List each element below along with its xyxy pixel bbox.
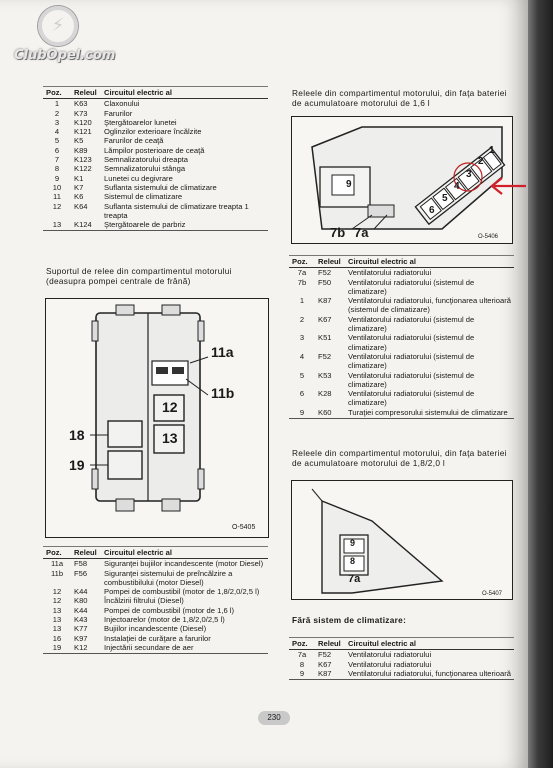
position-cell: 13 — [52, 605, 62, 615]
relay-table-2: Poz. Releul Circuitul electric al 11a F58 Siguranţei bujiilor incandescente (motor Diesel) 11b F56 Siguranţei sistemului de preîncălzire a combustibilului (motor Diesel) 12 K44 Pompei de combustibil (motor de 1,8/2,0/2,5 l) 12 K80 Încălzirii filtrului (Diesel) 13 K44 Pompei de combustibil (motor de 1,6 l) 13 K43 Injectoarelor (motor de 1,8/2,0/2,5 l) 13 K77 Bujiilor incandescente (Diesel) 16 K97 Instalaţiei de curăţare a farurilor 19 K12 Injectării secundare de aer — [43, 546, 268, 654]
relay-cell: K6 — [74, 192, 84, 202]
relay-cell: K60 — [315, 408, 345, 419]
relay-cell: K122 — [74, 164, 92, 174]
relay-cell: K43 — [74, 615, 88, 625]
figure-code: O-5407 — [482, 591, 503, 597]
label-4: 4 — [454, 181, 460, 192]
relay-cell: K73 — [74, 108, 88, 118]
page-number: 230 — [258, 711, 290, 725]
position-cell: 1 — [299, 296, 305, 306]
relay-cell: K87 — [318, 296, 332, 306]
position-cell: 7 — [54, 155, 60, 165]
position-cell: 9 — [289, 408, 315, 419]
label-5: 5 — [442, 193, 448, 204]
table-row — [43, 164, 268, 173]
position-cell: 12 — [52, 201, 62, 211]
club-opel-logo: ⚡ ClubOpel.com — [8, 6, 108, 68]
position-cell: 5 — [299, 370, 305, 380]
table-row — [289, 371, 514, 390]
relay-cell: K77 — [74, 624, 88, 634]
table-row — [289, 296, 514, 315]
circuit-cell: Suflanta sistemului de climatizare — [104, 182, 217, 192]
position-cell: 13 — [52, 615, 62, 625]
circuit-cell: Injectării secundare de aer — [101, 643, 268, 654]
position-cell: 8 — [54, 164, 60, 174]
relay-cell: K87 — [315, 669, 345, 680]
table-row — [43, 220, 268, 231]
position-cell: 9 — [289, 669, 315, 680]
label-11b: 11b — [211, 385, 235, 401]
table-row — [43, 569, 268, 588]
position-cell: 4 — [299, 351, 305, 361]
figure-code: O-5406 — [478, 234, 499, 240]
circuit-cell: Lunetei cu degivrare — [104, 173, 173, 183]
label-7a: 7a — [354, 225, 369, 240]
figure-relays-1820l — [291, 480, 513, 600]
table-row — [43, 615, 268, 624]
relay-cell: K97 — [74, 633, 88, 643]
relay-cell: K67 — [318, 314, 332, 324]
circuit-cell: Pompei de combustibil (motor de 1,8/2,0/2,5 l) — [104, 587, 260, 597]
table-row — [289, 408, 514, 419]
table-row — [289, 650, 514, 660]
circuit-cell: Farurilor de ceaţă — [104, 136, 164, 146]
relay-cell: K12 — [71, 643, 101, 654]
relay-cell: K51 — [318, 333, 332, 343]
circuit-cell: Injectoarelor (motor de 1,8/2,0/2,5 l) — [104, 615, 225, 625]
circuit-cell: Semnalizatorului stânga — [104, 164, 186, 174]
table-row — [43, 596, 268, 605]
circuit-cell: Siguranţei sistemului de preîncălzire a combustibilului (motor Diesel) — [104, 568, 233, 587]
table-row — [43, 127, 268, 136]
circuit-cell: Sistemul de climatizare — [104, 192, 183, 202]
position-cell: 13 — [52, 624, 62, 634]
relay-cell: K64 — [74, 201, 88, 211]
circuit-cell: Ventilatorului radiatorului — [348, 268, 432, 278]
figure-code: O-5405 — [232, 524, 256, 531]
label-9: 9 — [350, 538, 356, 548]
table-row — [43, 136, 268, 145]
relay-cell: F58 — [74, 559, 88, 569]
position-cell: 8 — [299, 659, 305, 669]
logo-text: ClubOpel.com — [14, 48, 116, 63]
position-cell: 12 — [52, 587, 62, 597]
circuit-cell: Ventilatorului radiatorului (sistemul de climatizare) — [348, 389, 475, 408]
red-arrow-annotation — [488, 175, 528, 197]
relay-cell: K5 — [74, 136, 84, 146]
position-cell: 7a — [297, 268, 307, 278]
label-18: 18 — [69, 427, 85, 443]
position-cell: 5 — [54, 136, 60, 146]
position-cell: 2 — [54, 108, 60, 118]
position-cell: 16 — [52, 633, 62, 643]
book-spine — [528, 0, 553, 768]
relays-16l-diagram — [292, 117, 514, 245]
figure-relays-16l — [291, 116, 513, 244]
label-7b: 7b — [330, 225, 346, 240]
circuit-cell: Lămpilor posterioare de ceaţă — [104, 145, 205, 155]
circuit-cell: Farurilor — [104, 108, 133, 118]
relay-table-1: Poz. Releul Circuitul electric al 1 K63 Claxonului 2 K73 Farurilor 3 K120 Ştergătoarelor lunetei 4 K121 Oglinzilor exterioare încălzite 5 K5 Farurilor de ceaţă 6 K89 Lămpilor posterioare de ceaţă 7 K123 Semnalizatorului dreapta 8 K122 Semnalizatorului stânga 9 K1 Lunetei cu degivrare 10 K7 Suflanta sistemului de climatizare 11 K6 Sistemul de climatizare 12 K64 Suflanta sistemului de climatizare treapta 1 treapta 13 K124 Ştergătoarele de parbriz — [43, 86, 268, 231]
position-cell: 6 — [299, 389, 305, 399]
relay-cell: K44 — [74, 605, 88, 615]
circuit-cell: Claxonului — [104, 99, 140, 109]
relay-cell: F52 — [318, 650, 332, 660]
circuit-cell: Ventilatorului radiatorului — [348, 650, 432, 660]
label-11a: 11a — [211, 344, 234, 360]
circuit-cell: Siguranţei bujiilor incandescente (motor Diesel) — [104, 559, 264, 569]
label-19: 19 — [69, 457, 85, 473]
position-cell: 12 — [52, 596, 62, 606]
table-row — [43, 559, 268, 569]
position-cell: 11a — [50, 559, 64, 569]
position-cell: 7a — [297, 650, 307, 660]
position-cell: 10 — [52, 182, 62, 192]
table-row — [289, 268, 514, 278]
table-row — [289, 333, 514, 352]
circuit-cell: Ventilatorului radiatorului — [348, 659, 432, 669]
circuit-cell: Ventilatorului radiatorului (sistemul de climatizare) — [348, 370, 475, 389]
section4-heading: Releele din compartimentul motorului, din faţa bateriei de acumulatoare motorului de 1,8/2,0 l — [292, 448, 507, 468]
table-row — [43, 587, 268, 596]
circuit-cell: Ştergătoarele de parbriz — [101, 220, 268, 231]
relay-cell: K67 — [318, 659, 332, 669]
relay-holder-diagram — [46, 299, 270, 539]
label-9: 9 — [346, 179, 352, 190]
circuit-cell: Suflanta sistemului de climatizare treapta 1 treapta — [104, 201, 249, 220]
position-cell: 3 — [54, 117, 60, 127]
table-row — [43, 202, 268, 221]
circuit-cell: Bujiilor incandescente (Diesel) — [104, 624, 207, 634]
table-row — [43, 634, 268, 643]
position-cell: 6 — [54, 145, 60, 155]
label-12: 12 — [162, 399, 178, 415]
relays-1820l-diagram — [292, 481, 514, 601]
position-cell: 11 — [53, 192, 61, 202]
table-row — [289, 669, 514, 680]
position-cell: 11b — [50, 568, 64, 578]
table-row — [289, 352, 514, 371]
section3-heading: Releele din compartimentul motorului, din faţa bateriei de acumulatoare motorului de 1,6 l — [292, 88, 507, 108]
section5-heading: Fără sistem de climatizare: — [292, 615, 407, 625]
relay-cell: K1 — [74, 173, 84, 183]
table-row — [43, 109, 268, 118]
relay-table-4: Poz. Releul Circuitul electric al 7a F52 Ventilatorului radiatorului 8 K67 Ventilatorului radiatorului 9 K87 Ventilatorului radiatorului, funcţionarea ulterioară — [289, 637, 514, 680]
table-row — [43, 606, 268, 615]
relay-cell: K124 — [71, 220, 101, 231]
circuit-cell: Pompei de combustibil (motor de 1,6 l) — [104, 605, 234, 615]
label-1: 1 — [489, 145, 495, 156]
relay-cell: K63 — [74, 99, 88, 109]
label-8: 8 — [350, 556, 356, 566]
label-6: 6 — [429, 205, 435, 216]
position-cell: 2 — [299, 314, 305, 324]
circuit-cell: Ventilatorului radiatorului, funcţionarea ulterioară — [345, 669, 514, 680]
label-2: 2 — [478, 156, 484, 167]
section2-heading: Suportul de relee din compartimentul motorului (deasupra pompei centrale de frână) — [46, 266, 232, 286]
table-row — [43, 643, 268, 654]
relay-cell: K121 — [74, 127, 92, 137]
table-row — [43, 155, 268, 164]
relay-cell: K7 — [74, 182, 84, 192]
position-cell: 4 — [54, 127, 60, 137]
circuit-cell: Semnalizatorului dreapta — [104, 155, 189, 165]
relay-cell: K123 — [74, 155, 92, 165]
circuit-cell: Ventilatorului radiatorului (sistemul de climatizare) — [348, 351, 475, 371]
relay-cell: F56 — [74, 568, 88, 578]
relay-table-3: Poz. Releul Circuitul electric al 7a F52 Ventilatorului radiatorului 7b F50 Ventilatorului radiatorului (sistemul de climatizare) 1 K87 Ventilatorului radiatorului, funcţionarea ulterioară (sistemul de climatizare) 2 K67 Ventilatorului radiatorului (sistemul de climatizare) 3 K51 Ventilatorului radiatorului (sistemul de climatizare) 4 F52 Ventilatorului radiatorului (sistemul de climatizare) 5 K53 Ventilatorului radiatorului (sistemul de climatizare) 6 K28 Ventilatorului radiatorului (sistemul de climatizare) 9 K60 Turaţiei compresorului sistemului de climatizare — [289, 255, 514, 419]
relay-cell: K28 — [318, 389, 332, 399]
relay-cell: K80 — [74, 596, 88, 606]
table-row — [43, 624, 268, 633]
table-row — [43, 99, 268, 109]
table-row — [43, 174, 268, 183]
table-row — [43, 192, 268, 201]
relay-cell: F52 — [318, 268, 332, 278]
label-3: 3 — [466, 169, 472, 180]
label-7a: 7a — [348, 573, 361, 585]
relay-cell: K44 — [74, 587, 88, 597]
position-cell: 13 — [43, 220, 71, 231]
relay-cell: F52 — [318, 351, 332, 361]
position-cell: 7b — [297, 277, 307, 287]
circuit-cell: Ventilatorului radiatorului (sistemul de climatizare) — [348, 277, 475, 296]
circuit-cell: Ştergătoarelor lunetei — [104, 117, 177, 127]
relay-cell: F50 — [318, 277, 332, 287]
circuit-cell: Turaţiei compresorului sistemului de climatizare — [345, 408, 514, 419]
table-row — [289, 389, 514, 408]
circuit-cell: Instalaţiei de curăţare a farurilor — [104, 633, 211, 643]
circuit-cell: Încălzirii filtrului (Diesel) — [104, 596, 184, 606]
circuit-cell: Oglinzilor exterioare încălzite — [104, 127, 202, 137]
relay-cell: K89 — [74, 145, 88, 155]
label-13: 13 — [162, 430, 178, 446]
table-row — [289, 660, 514, 669]
circuit-cell: Ventilatorului radiatorului (sistemul de climatizare) — [348, 333, 475, 352]
position-cell: 9 — [54, 173, 60, 183]
table-row — [289, 278, 514, 297]
table-row — [43, 118, 268, 127]
position-cell: 19 — [43, 643, 71, 654]
circuit-cell: Ventilatorului radiatorului (sistemul de climatizare) — [348, 314, 475, 334]
table-row — [43, 146, 268, 155]
relay-cell: K53 — [318, 370, 332, 380]
figure-relay-holder-brake — [45, 298, 269, 538]
table-row — [43, 183, 268, 192]
position-cell: 1 — [54, 99, 60, 109]
circuit-cell: Ventilatorului radiatorului, funcţionarea ulterioară (sistemul de climatizare) — [348, 296, 511, 315]
position-cell: 3 — [299, 333, 305, 343]
table-row — [289, 315, 514, 334]
relay-cell: K120 — [74, 117, 92, 127]
